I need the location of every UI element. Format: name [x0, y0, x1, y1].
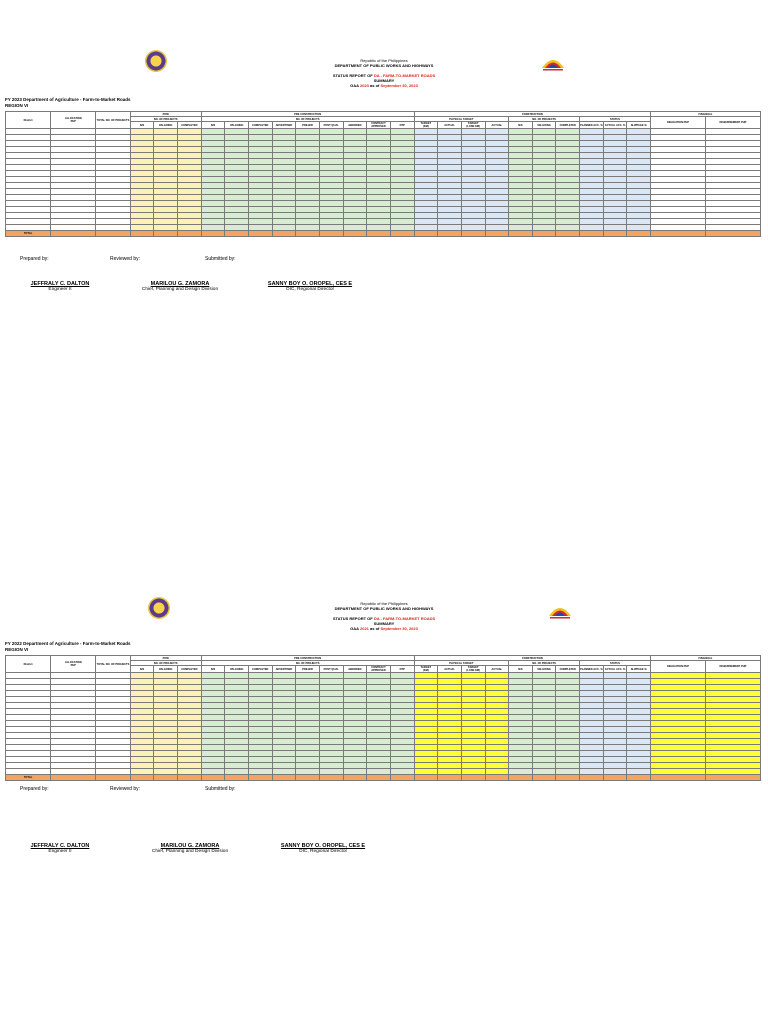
prepared-by-label: Prepared by:	[20, 256, 49, 262]
col-precon-ntp: NTP	[390, 122, 414, 129]
col-allocation: ALLOCATION PHP	[51, 112, 96, 129]
col-actual: ACTUAL ACC. %	[604, 123, 626, 127]
reviewed-by-label: Reviewed by:	[110, 786, 141, 792]
col-precon-completed: COMPLETED	[248, 666, 272, 673]
col-phys-actual-km: ACTUAL	[438, 666, 462, 673]
col-phys-target-km: TARGET (KM)	[414, 122, 438, 129]
col-phys-actual-lane: ACTUAL	[485, 122, 509, 129]
col-pre-construction: PRE CONSTRUCTION	[201, 112, 414, 117]
submitted-by-label-wrap	[205, 256, 236, 262]
col-pow-projects: NO. OF PROJECTS	[130, 117, 201, 122]
col-pow-ongoing: ON-GOING	[154, 666, 178, 673]
report-header	[0, 601, 768, 611]
reviewed-by-label-wrap	[110, 786, 140, 792]
col-planned: PLANNED ACC. %	[580, 123, 603, 127]
col-total-projects: TOTAL NO. OF PROJECTS	[96, 112, 130, 129]
col-status: STATUS	[580, 661, 651, 666]
col-disbursement: DISBURSEMENT PHP	[705, 117, 760, 129]
col-obligation: OBLIGATION PHP	[651, 117, 706, 129]
col-con-ns: N/S	[509, 666, 533, 673]
col-total-projects: TOTAL NO. OF PROJECTS	[96, 656, 130, 673]
col-construction: CONSTRUCTION	[414, 112, 650, 117]
signatory-reviewed: MARILOU G. ZAMORA Chief, Planning and Design Division	[151, 843, 229, 854]
signatory-prepared: JEFFRALY C. DALTON Engineer II	[30, 281, 90, 292]
col-district: District	[6, 112, 51, 129]
report-header	[0, 58, 768, 68]
col-precon-ntp: NTP	[390, 666, 414, 673]
col-phys-actual-lane: ACTUAL	[485, 666, 509, 673]
col-financial: FINANCIAL	[651, 656, 761, 661]
submitted-by-label: Submitted by:	[205, 256, 236, 262]
department-line: DEPARTMENT OF PUBLIC WORKS AND HIGHWAYS	[334, 606, 434, 611]
total-label: TOTAL	[6, 775, 51, 781]
reviewed-by-label: Reviewed by:	[110, 256, 141, 262]
col-pow-ongoing: ON-GOING	[154, 122, 178, 129]
col-phys-target-lane: TARGET (LANE KM)	[461, 122, 485, 129]
status-table	[5, 111, 761, 237]
col-allocation: ALLOCATION PHP	[51, 656, 96, 673]
col-con-ns: N/S	[509, 122, 533, 129]
as-of-date: September 30, 2023	[380, 626, 418, 631]
signatory-submitted: SANNY BOY O. OROPEL, CES E OIC, Regional Director	[280, 843, 366, 854]
summary-line: SUMMARY	[373, 621, 395, 626]
col-phys-target-km: TARGET (KM)	[414, 666, 438, 673]
status-report-title: STATUS REPORT OF DA - FARM-TO-MARKET ROADS SUMMARY GAA 2021 as of September 30, 2023	[0, 616, 768, 631]
status-report-title: STATUS REPORT OF DA - FARM-TO-MARKET ROADS SUMMARY GAA 2023 as of September 30, 2023	[0, 73, 768, 88]
col-precon-awarded: AWARDED	[343, 666, 367, 673]
col-planned: PLANNED ACC. %	[580, 667, 603, 671]
col-status: STATUS	[580, 117, 651, 122]
col-con-ongoing: ON-GOING	[532, 122, 556, 129]
col-precon-ns: N/S	[201, 666, 225, 673]
status-subject: DA - FARM-TO-MARKET ROADS	[373, 73, 436, 78]
col-con-projects: NO. OF PROJECTS	[509, 117, 580, 122]
submitted-by-label-wrap	[205, 786, 236, 792]
col-precon-prebid: PRE-BID	[296, 666, 320, 673]
col-pow-completed: COMPLETED	[178, 122, 202, 129]
col-slippage: SLIPPAGE %	[627, 666, 651, 673]
col-disbursement: DISBURSEMENT PHP	[705, 661, 760, 673]
col-pow: POW	[130, 112, 201, 117]
col-precon-projects: NO. OF PROJECTS	[201, 117, 414, 122]
total-row	[6, 775, 761, 781]
signature-labels	[20, 256, 49, 262]
col-obligation: OBLIGATION PHP	[651, 661, 706, 673]
republic-line: Republic of the Philippines	[360, 58, 408, 63]
col-pow-completed: COMPLETED	[178, 666, 202, 673]
col-precon-awarded: AWARDED	[343, 122, 367, 129]
total-row	[6, 231, 761, 237]
summary-line: SUMMARY	[373, 78, 395, 83]
col-precon-postqual: POST QUAL	[319, 666, 343, 673]
col-precon-ns: N/S	[201, 122, 225, 129]
col-precon-contract: CONTRACT APPROVED	[367, 666, 391, 673]
col-construction: CONSTRUCTION	[414, 656, 650, 661]
report-title: FY 2023 Department of Agriculture - Farm-to-Market Roads REGION VI	[5, 97, 131, 108]
col-physical-target: PHYSICAL TARGET	[414, 661, 509, 666]
col-precon-prebid: PRE-BID	[296, 122, 320, 129]
col-precon-completed: COMPLETED	[248, 122, 272, 129]
col-slippage: SLIPPAGE %	[627, 122, 651, 129]
submitted-by-label: Submitted by:	[205, 786, 236, 792]
gaa-year: 2021	[360, 626, 369, 631]
col-financial: FINANCIAL	[651, 112, 761, 117]
col-pre-construction: PRE CONSTRUCTION	[201, 656, 414, 661]
region-label: REGION VI	[5, 102, 29, 108]
status-subject: DA - FARM-TO-MARKET ROADS	[373, 616, 436, 621]
col-precon-postqual: POST QUAL	[319, 122, 343, 129]
prepared-by-label-wrap	[20, 786, 49, 792]
col-actual: ACTUAL ACC. %	[604, 667, 626, 671]
col-con-ongoing: ON-GOING	[532, 666, 556, 673]
col-phys-target-lane: TARGET (LANE KM)	[461, 666, 485, 673]
signatory-reviewed: MARILOU G. ZAMORA Chief, Planning and Design Division	[141, 281, 219, 292]
prepared-by-label: Prepared by:	[20, 786, 49, 792]
col-pow-ns: N/S	[130, 666, 154, 673]
col-precon-contract: CONTRACT APPROVED	[367, 122, 391, 129]
as-of-date: September 30, 2023	[380, 83, 418, 88]
col-con-projects: NO. OF PROJECTS	[509, 661, 580, 666]
col-physical-target: PHYSICAL TARGET	[414, 117, 509, 122]
status-table	[5, 655, 761, 781]
col-precon-projects: NO. OF PROJECTS	[201, 661, 414, 666]
department-line: DEPARTMENT OF PUBLIC WORKS AND HIGHWAYS	[334, 63, 434, 68]
col-precon-ongoing: ON-GOING	[225, 666, 249, 673]
col-pow-projects: NO. OF PROJECTS	[130, 661, 201, 666]
col-pow-ns: N/S	[130, 122, 154, 129]
col-con-completed: COMPLETED	[556, 666, 580, 673]
col-pow: POW	[130, 656, 201, 661]
report-title: FY 2022 Department of Agriculture - Farm-to-Market Roads REGION VI	[5, 641, 131, 652]
region-label: REGION VI	[5, 646, 29, 652]
col-precon-advertised: ADVERTISED	[272, 122, 296, 129]
reviewed-by-label-wrap	[110, 256, 140, 262]
total-label: TOTAL	[6, 231, 51, 237]
republic-line: Republic of the Philippines	[360, 601, 408, 606]
col-district: District	[6, 656, 51, 673]
col-precon-ongoing: ON-GOING	[225, 122, 249, 129]
gaa-year: 2023	[360, 83, 369, 88]
col-con-completed: COMPLETED	[556, 122, 580, 129]
col-phys-actual-km: ACTUAL	[438, 122, 462, 129]
col-precon-advertised: ADVERTISED	[272, 666, 296, 673]
signatory-submitted: SANNY BOY O. OROPEL, CES E OIC, Regional Director	[267, 281, 353, 292]
signatory-prepared: JEFFRALY C. DALTON Engineer II	[30, 843, 90, 854]
